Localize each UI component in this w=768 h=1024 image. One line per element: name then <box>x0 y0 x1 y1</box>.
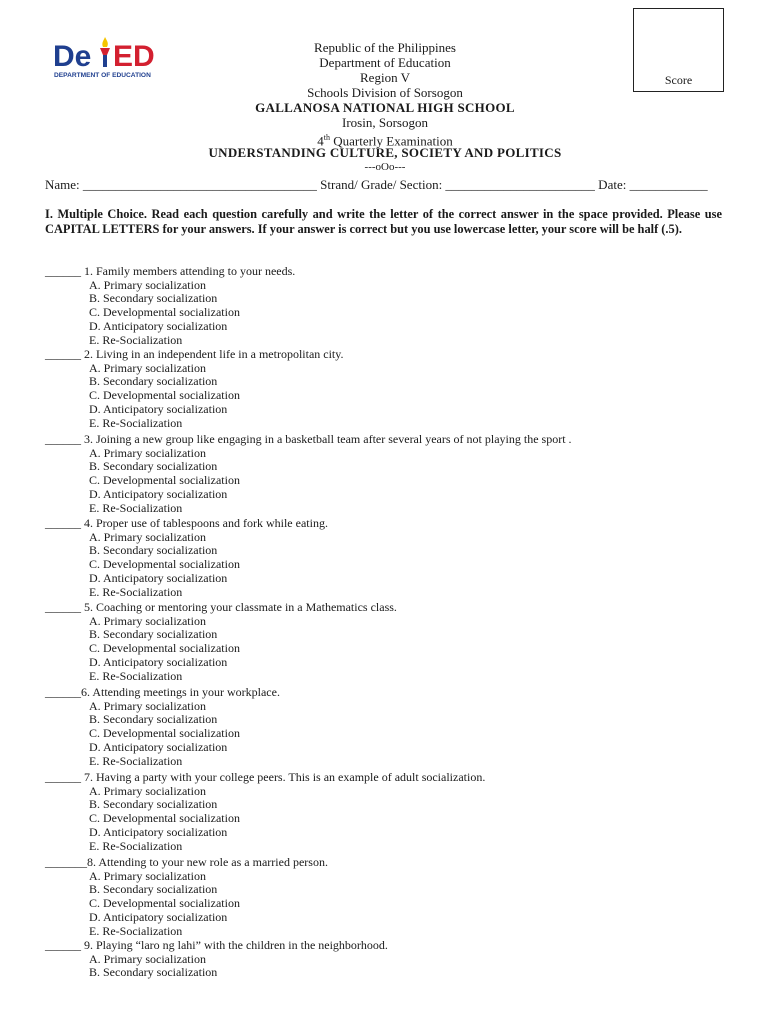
question-5-option-b: B. Secondary socialization <box>89 627 218 642</box>
question-3-option-d: D. Anticipatory socialization <box>89 487 228 502</box>
question-8-option-b: B. Secondary socialization <box>89 882 218 897</box>
exam-superscript: th <box>323 133 330 142</box>
question-4-option-a: A. Primary socialization <box>89 529 206 544</box>
instructions: I. Multiple Choice. Read each question carefully and write the letter of the correct answer in the space provided. Please use CAPITAL LETTERS for your answers. If your answer is correct but you use lowercase letter, your score will be half (.5). <box>45 207 722 236</box>
score-box <box>633 8 724 92</box>
question-4-option-d: D. Anticipatory socialization <box>89 571 228 586</box>
question-6-option-d: D. Anticipatory socialization <box>89 740 228 755</box>
question-8-option-a: A. Primary socialization <box>89 868 206 883</box>
question-7-option-e: E. Re-Socialization <box>89 839 183 854</box>
question-9[interactable]: ______ 9. Playing “laro ng lahi” with the children in the neighborhood. <box>45 938 388 952</box>
header-department: Department of Education <box>319 55 451 70</box>
exam-rest: Quarterly Examination <box>329 133 453 149</box>
question-8-option-d: D. Anticipatory socialization <box>89 910 228 925</box>
question-4-option-c: C. Developmental socialization <box>89 557 240 572</box>
question-6-option-b: B. Secondary socialization <box>89 712 218 727</box>
school-name: GALLANOSA NATIONAL HIGH SCHOOL <box>255 100 515 115</box>
question-5-option-c: C. Developmental socialization <box>89 641 240 656</box>
question-2-option-d: D. Anticipatory socialization <box>89 402 228 417</box>
score-label: Score <box>664 73 693 87</box>
header-division: Schools Division of Sorsogon <box>307 85 463 100</box>
question-1[interactable]: ______ 1. Family members attending to your needs. <box>45 264 296 278</box>
question-3-option-b: B. Secondary socialization <box>89 459 218 474</box>
question-1-option-b: B. Secondary socialization <box>89 291 218 306</box>
question-3[interactable]: ______ 3. Joining a new group like engaging in a basketball team after several years of not playing the sport . <box>45 432 572 446</box>
question-3-option-e: E. Re-Socialization <box>89 501 183 516</box>
question-9-option-a: A. Primary socialization <box>89 951 206 966</box>
question-8-option-c: C. Developmental socialization <box>89 896 240 911</box>
question-1-option-d: D. Anticipatory socialization <box>89 319 228 334</box>
question-3-option-a: A. Primary socialization <box>89 445 206 460</box>
school-location: Irosin, Sorsogon <box>342 115 428 130</box>
question-4[interactable]: ______ 4. Proper use of tablespoons and fork while eating. <box>45 516 328 530</box>
question-7-option-c: C. Developmental socialization <box>89 811 240 826</box>
question-8-option-e: E. Re-Socialization <box>89 924 183 939</box>
question-6-option-e: E. Re-Socialization <box>89 754 183 769</box>
deped-logo <box>52 36 170 80</box>
question-2-option-b: B. Secondary socialization <box>89 374 218 389</box>
exam-number: 4 <box>317 133 324 149</box>
question-1-option-a: A. Primary socialization <box>89 277 206 292</box>
question-4-option-b: B. Secondary socialization <box>89 543 218 558</box>
question-7-option-a: A. Primary socialization <box>89 783 206 798</box>
header-region: Region V <box>360 70 410 85</box>
question-4-option-e: E. Re-Socialization <box>89 585 183 600</box>
subject-title: UNDERSTANDING CULTURE, SOCIETY AND POLITICS <box>208 145 562 160</box>
question-7-option-b: B. Secondary socialization <box>89 797 218 812</box>
torch-icon <box>100 37 110 67</box>
question-7[interactable]: ______ 7. Having a party with your college peers. This is an example of adult socialization. <box>45 770 486 784</box>
logo-text-right: ED <box>113 40 155 73</box>
question-2-option-e: E. Re-Socialization <box>89 416 183 431</box>
question-5[interactable]: ______ 5. Coaching or mentoring your classmate in a Mathematics class. <box>45 600 397 614</box>
question-6-option-a: A. Primary socialization <box>89 698 206 713</box>
question-2[interactable]: ______ 2. Living in an independent life in a metropolitan city. <box>45 347 344 361</box>
question-6-option-c: C. Developmental socialization <box>89 726 240 741</box>
question-2-option-c: C. Developmental socialization <box>89 388 240 403</box>
question-5-option-a: A. Primary socialization <box>89 613 206 628</box>
question-2-option-a: A. Primary socialization <box>89 360 206 375</box>
question-9-option-b: B. Secondary socialization <box>89 965 218 980</box>
question-8[interactable]: _______8. Attending to your new role as a married person. <box>45 855 328 869</box>
question-3-option-c: C. Developmental socialization <box>89 473 240 488</box>
header-republic: Republic of the Philippines <box>314 40 456 55</box>
question-1-option-e: E. Re-Socialization <box>89 333 183 348</box>
question-5-option-e: E. Re-Socialization <box>89 669 183 684</box>
name-strand-date-line[interactable]: Name: ____________________________________ Strand/ Grade/ Section: _______________________ Date: ____________ <box>45 177 708 192</box>
question-1-option-c: C. Developmental socialization <box>89 305 240 320</box>
question-7-option-d: D. Anticipatory socialization <box>89 825 228 840</box>
logo-subtitle: DEPARTMENT OF EDUCATION <box>54 72 151 79</box>
header-divider: ---oOo--- <box>364 161 406 173</box>
question-5-option-d: D. Anticipatory socialization <box>89 655 228 670</box>
question-6[interactable]: ______6. Attending meetings in your workplace. <box>45 685 280 699</box>
logo-text-left: De <box>53 40 92 73</box>
